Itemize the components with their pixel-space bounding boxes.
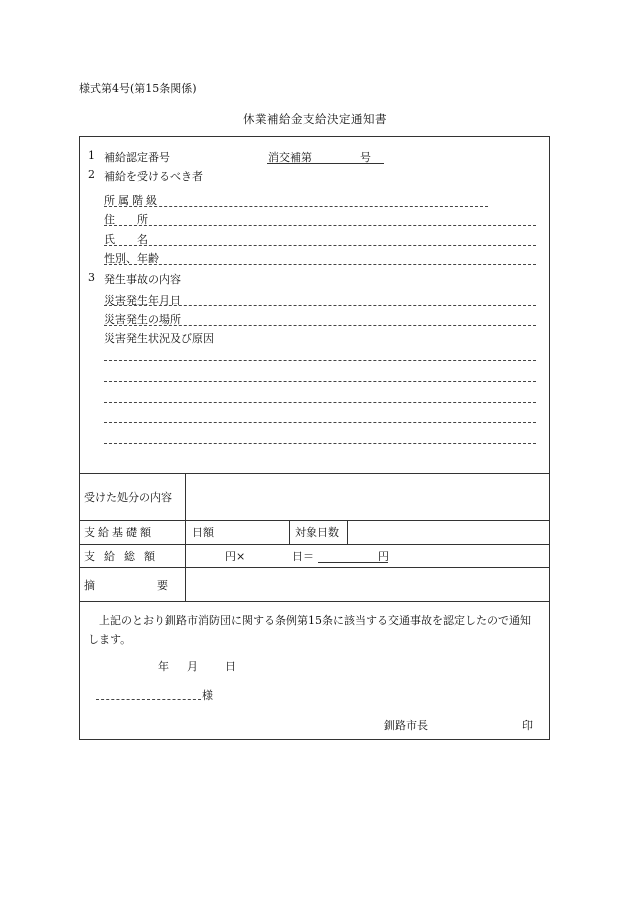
situation-line[interactable] xyxy=(104,422,536,423)
divider xyxy=(80,601,549,602)
situation-line[interactable] xyxy=(104,360,536,361)
summary-label: 摘要 xyxy=(84,579,230,592)
notice-text: 上記のとおり釧路市消防団に関する条例第15条に該当する交通事故を認定したので通知します。 xyxy=(88,614,531,646)
section3-label: 発生事故の内容 xyxy=(104,273,181,286)
section1-number: 1 xyxy=(88,149,95,162)
sex-age-field[interactable] xyxy=(104,264,536,265)
target-days-field[interactable] xyxy=(348,521,549,543)
affiliation-label: 所属階級 xyxy=(104,194,160,207)
column-divider xyxy=(289,520,290,544)
basic-amount-label: 支給基礎額 xyxy=(84,526,154,539)
section2-number: 2 xyxy=(88,168,95,181)
date-month: 月 xyxy=(187,660,198,673)
issuer-title: 釧路市長 xyxy=(384,719,428,732)
total-amount-label: 支給総額 xyxy=(84,550,164,563)
situation-line[interactable] xyxy=(104,443,536,444)
yen-times-text: 円× xyxy=(225,550,246,563)
daily-amount-label: 日額 xyxy=(192,526,214,539)
incident-place-label: 災害発生の場所 xyxy=(104,313,181,326)
address-field[interactable] xyxy=(104,225,536,226)
section2-label: 補給を受けるべき者 xyxy=(104,170,203,183)
addressee-field[interactable] xyxy=(96,699,201,700)
divider xyxy=(80,544,549,545)
disposition-label: 受けた処分の内容 xyxy=(84,491,172,504)
situation-line[interactable] xyxy=(104,381,536,382)
summary-field[interactable] xyxy=(186,568,549,600)
incident-date-field[interactable] xyxy=(104,305,536,306)
form-id: 様式第4号(第15条関係) xyxy=(79,82,197,95)
incident-place-field[interactable] xyxy=(104,325,536,326)
target-days-label: 対象日数 xyxy=(295,526,339,539)
situation-line[interactable] xyxy=(104,402,536,403)
affiliation-field[interactable] xyxy=(104,206,488,207)
certification-number-prefix: 消交補第 xyxy=(268,151,312,164)
certification-number-suffix: 号 xyxy=(360,151,371,164)
document-title: 休業補給金支給決定通知書 xyxy=(243,112,387,126)
certification-number-field[interactable] xyxy=(267,163,384,164)
total-yen-text: 円 xyxy=(378,550,389,563)
seal-mark: 印 xyxy=(522,719,533,732)
incident-date-label: 災害発生年月日 xyxy=(104,294,181,307)
sex-age-label: 性別、年齢 xyxy=(104,252,159,265)
form-frame xyxy=(79,136,550,740)
incident-situation-label: 災害発生状況及び原因 xyxy=(104,332,214,345)
address-label: 住 所 xyxy=(104,213,148,226)
date-year: 年 xyxy=(158,660,169,673)
addressee-honorific: 様 xyxy=(202,689,213,702)
days-equals-text: 日＝ xyxy=(292,550,314,563)
section3-number: 3 xyxy=(88,271,95,284)
name-field[interactable] xyxy=(104,245,536,246)
name-label: 氏 名 xyxy=(104,233,148,246)
section1-label: 補給認定番号 xyxy=(104,151,170,164)
disposition-field[interactable] xyxy=(186,474,549,520)
date-day: 日 xyxy=(225,660,236,673)
